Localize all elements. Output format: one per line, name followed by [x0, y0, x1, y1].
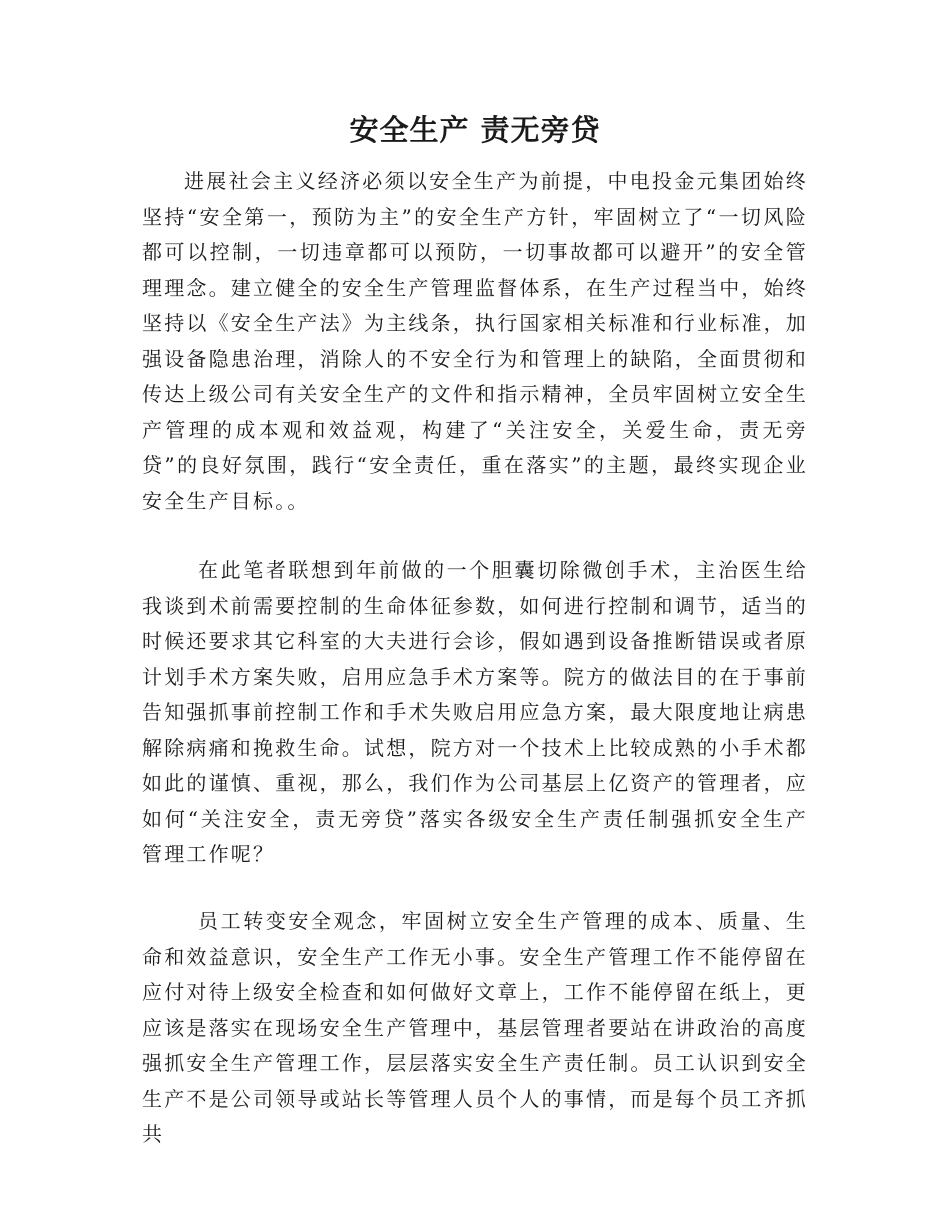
paragraph-1: 进展社会主义经济必须以安全生产为前提，中电投金元集团始终坚持“安全第一，预防为主”的安全生产方针，牢固树立了“一切风险都可以控制，一切违章都可以预防，一切事故都可以避开”的安全管理理念。建立健全的安全生产管理监督体系，在生产过程当中，始终坚持以《安全生产法》为主线条，执行国家相关标准和行业标准，加强设备隐患治理，消除人的不安全行为和管理上的缺陷，全面贯彻和传达上级公司有关安全生产的文件和指示精神，全员牢固树立安全生产管理的成本观和效益观，构建了“关注安全，关爱生命，责无旁贷”的良好氛围，践行“安全责任，重在落实”的主题，最终实现企业安全生产目标。。 [142, 169, 808, 513]
paragraph-2: 在此笔者联想到年前做的一个胆囊切除微创手术，主治医生给我谈到术前需要控制的生命体征参数，如何进行控制和调节，适当的时候还要求其它科室的大夫进行会诊，假如遇到设备推断错误或者原计划手术方案失败，启用应急手术方案等。院方的做法目的在于事前告知强抓事前控制工作和手术失败启用应急方案，最大限度地让病患解除病痛和挽救生命。试想，院方对一个技术上比较成熟的小手术都如此的谨慎、重视，那么，我们作为公司基层上亿资产的管理者，应如何“关注安全，责无旁贷”落实各级安全生产责任制强抓安全生产管理工作呢？ [142, 558, 808, 866]
paragraph-3: 员工转变安全观念，牢固树立安全生产管理的成本、质量、生命和效益意识，安全生产工作无小事。安全生产管理工作不能停留在应付对待上级安全检查和如何做好文章上，工作不能停留在纸上，更应该是落实在现场安全生产管理中，基层管理者要站在讲政治的高度强抓安全生产管理工作，层层落实安全生产责任制。员工认识到安全生产不是公司领导或站长等管理人员个人的事情，而是每个员工齐抓共 [142, 909, 808, 1146]
document-title: 安全生产 责无旁贷 [349, 113, 601, 147]
